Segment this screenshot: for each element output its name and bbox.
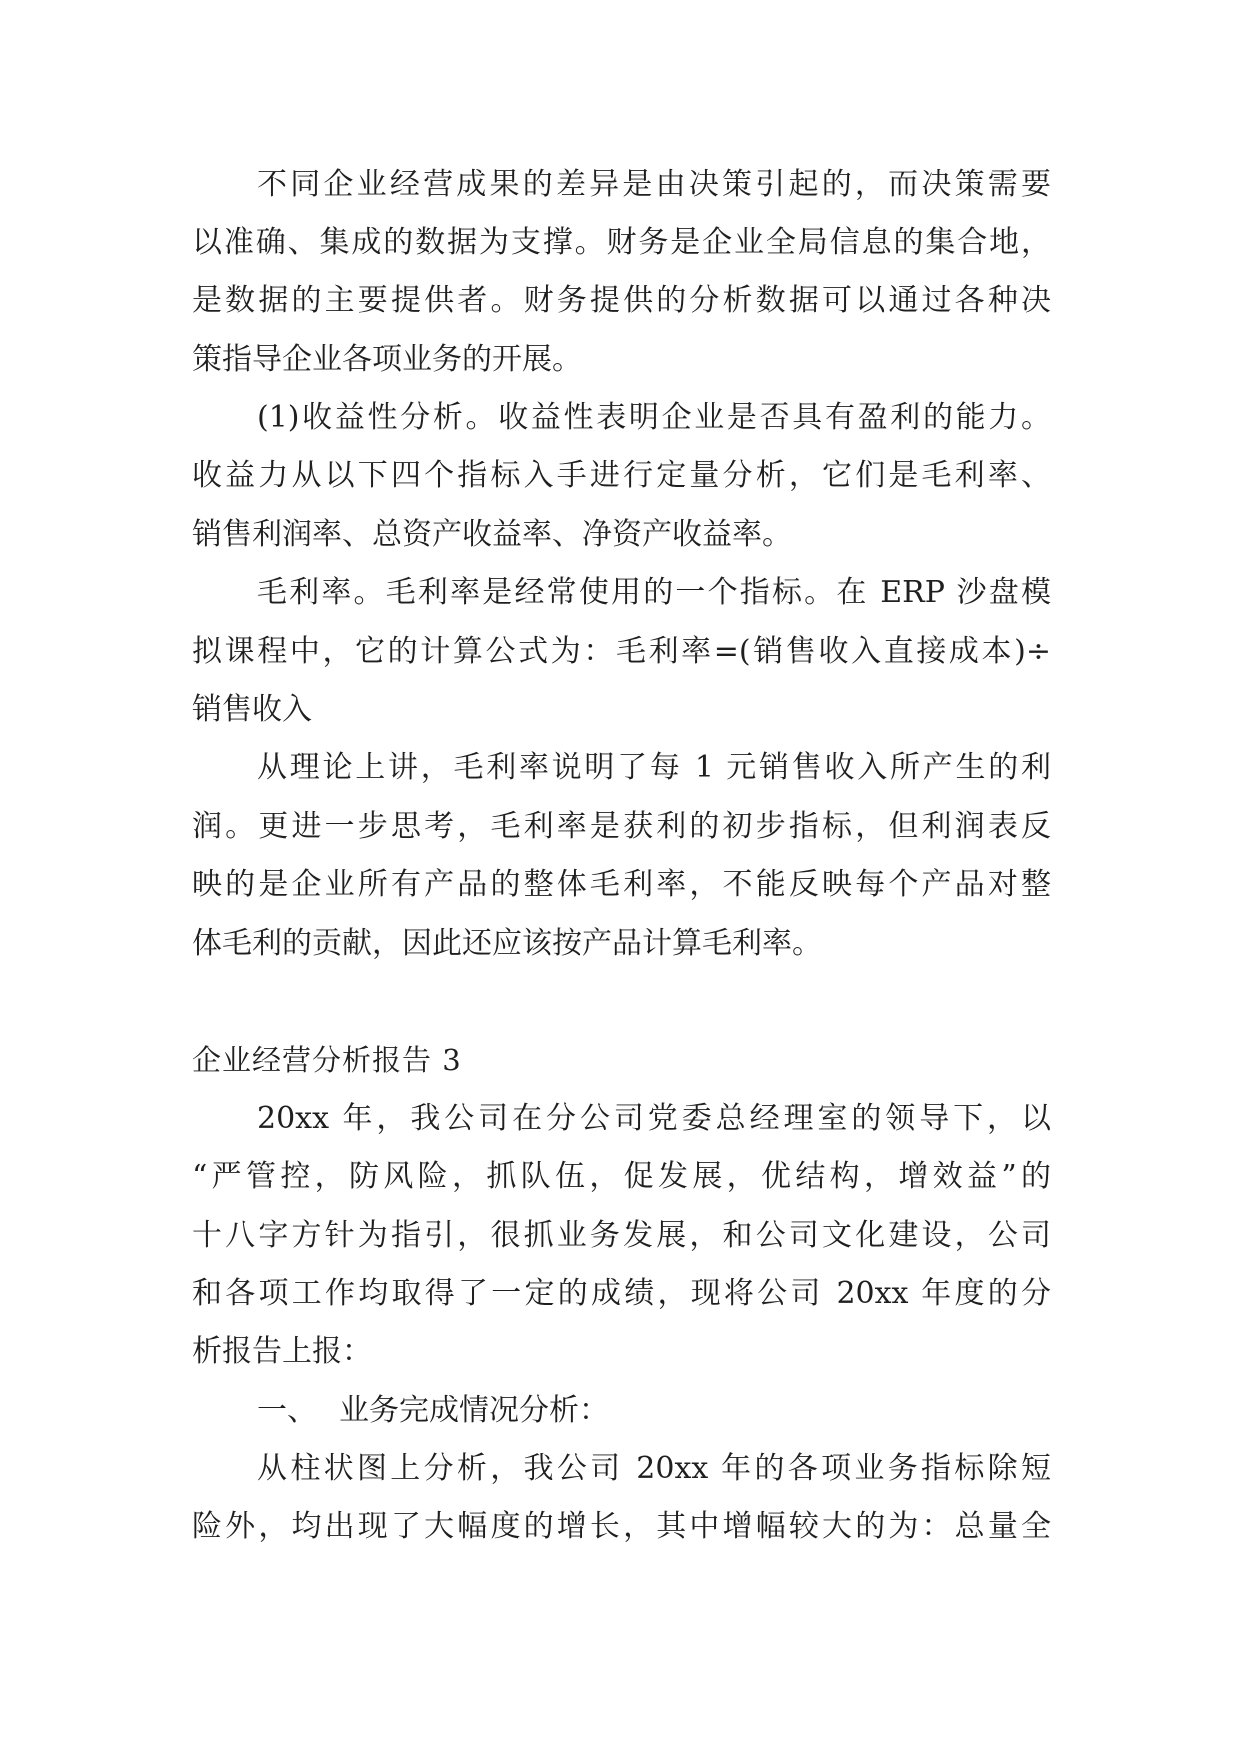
paragraph-line: 策指导企业各项业务的开展。 [192,341,582,377]
paragraph-line: 毛利率。毛利率是经常使用的一个指标。在 ERP 沙盘模 [257,575,1051,611]
paragraph-line: 销售利润率、总资产收益率、净资产收益率。 [192,516,792,552]
paragraph [192,156,1051,390]
list-item-marker: 一、 [257,1392,317,1428]
paragraph [192,1090,1051,1382]
paragraph-line: 不同企业经营成果的差异是由决策引起的，而决策需要 [257,166,1051,202]
section-heading: 企业经营分析报告 3 [192,1043,462,1078]
paragraph-line: 十八字方针为指引，很抓业务发展，和公司文化建设，公司 [192,1217,1051,1253]
paragraph [192,564,1051,739]
paragraph-line: 是数据的主要提供者。财务提供的分析数据可以通过各种决 [192,283,1051,319]
paragraph-line: (1)收益性分析。收益性表明企业是否具有盈利的能力。 [257,400,1051,436]
paragraph-line: 润。更进一步思考，毛利率是获利的初步指标，但利润表反 [192,808,1051,844]
paragraph-line: 从柱状图上分析，我公司 20xx 年的各项业务指标除短 [257,1451,1051,1487]
paragraph-line: 从理论上讲，毛利率说明了每 1 元销售收入所产生的利 [257,750,1051,786]
paragraph-line: 拟课程中，它的计算公式为：毛利率=(销售收入直接成本)÷ [192,633,1051,669]
paragraph-line: 销售收入 [192,692,312,728]
paragraph-line: “严管控，防风险，抓队伍，促发展，优结构，增效益”的 [192,1159,1051,1195]
paragraph-line: 体毛利的贡献，因此还应该按产品计算毛利率。 [192,925,822,961]
paragraph-line: 和各项工作均取得了一定的成绩，现将公司 20xx 年度的分 [192,1275,1051,1311]
list-item-heading [192,1382,1051,1440]
paragraph [192,1440,1051,1557]
paragraph-line: 险外，均出现了大幅度的增长，其中增幅较大的为：总量全 [192,1509,1051,1545]
paragraph [192,739,1051,973]
blank-line [192,973,1051,1031]
paragraph-line: 映的是企业所有产品的整体毛利率，不能反映每个产品对整 [192,867,1051,903]
paragraph-line: 收益力从以下四个指标入手进行定量分析，它们是毛利率、 [192,458,1051,494]
paragraph [192,389,1051,564]
paragraph-line: 析报告上报： [192,1334,372,1370]
list-item-title: 业务完成情况分析： [339,1392,609,1428]
paragraph-line: 20xx 年，我公司在分公司党委总经理室的领导下，以 [257,1100,1051,1136]
paragraph-line: 以准确、集成的数据为支撑。财务是企业全局信息的集合地， [192,224,1051,260]
document-body [192,156,1051,1557]
